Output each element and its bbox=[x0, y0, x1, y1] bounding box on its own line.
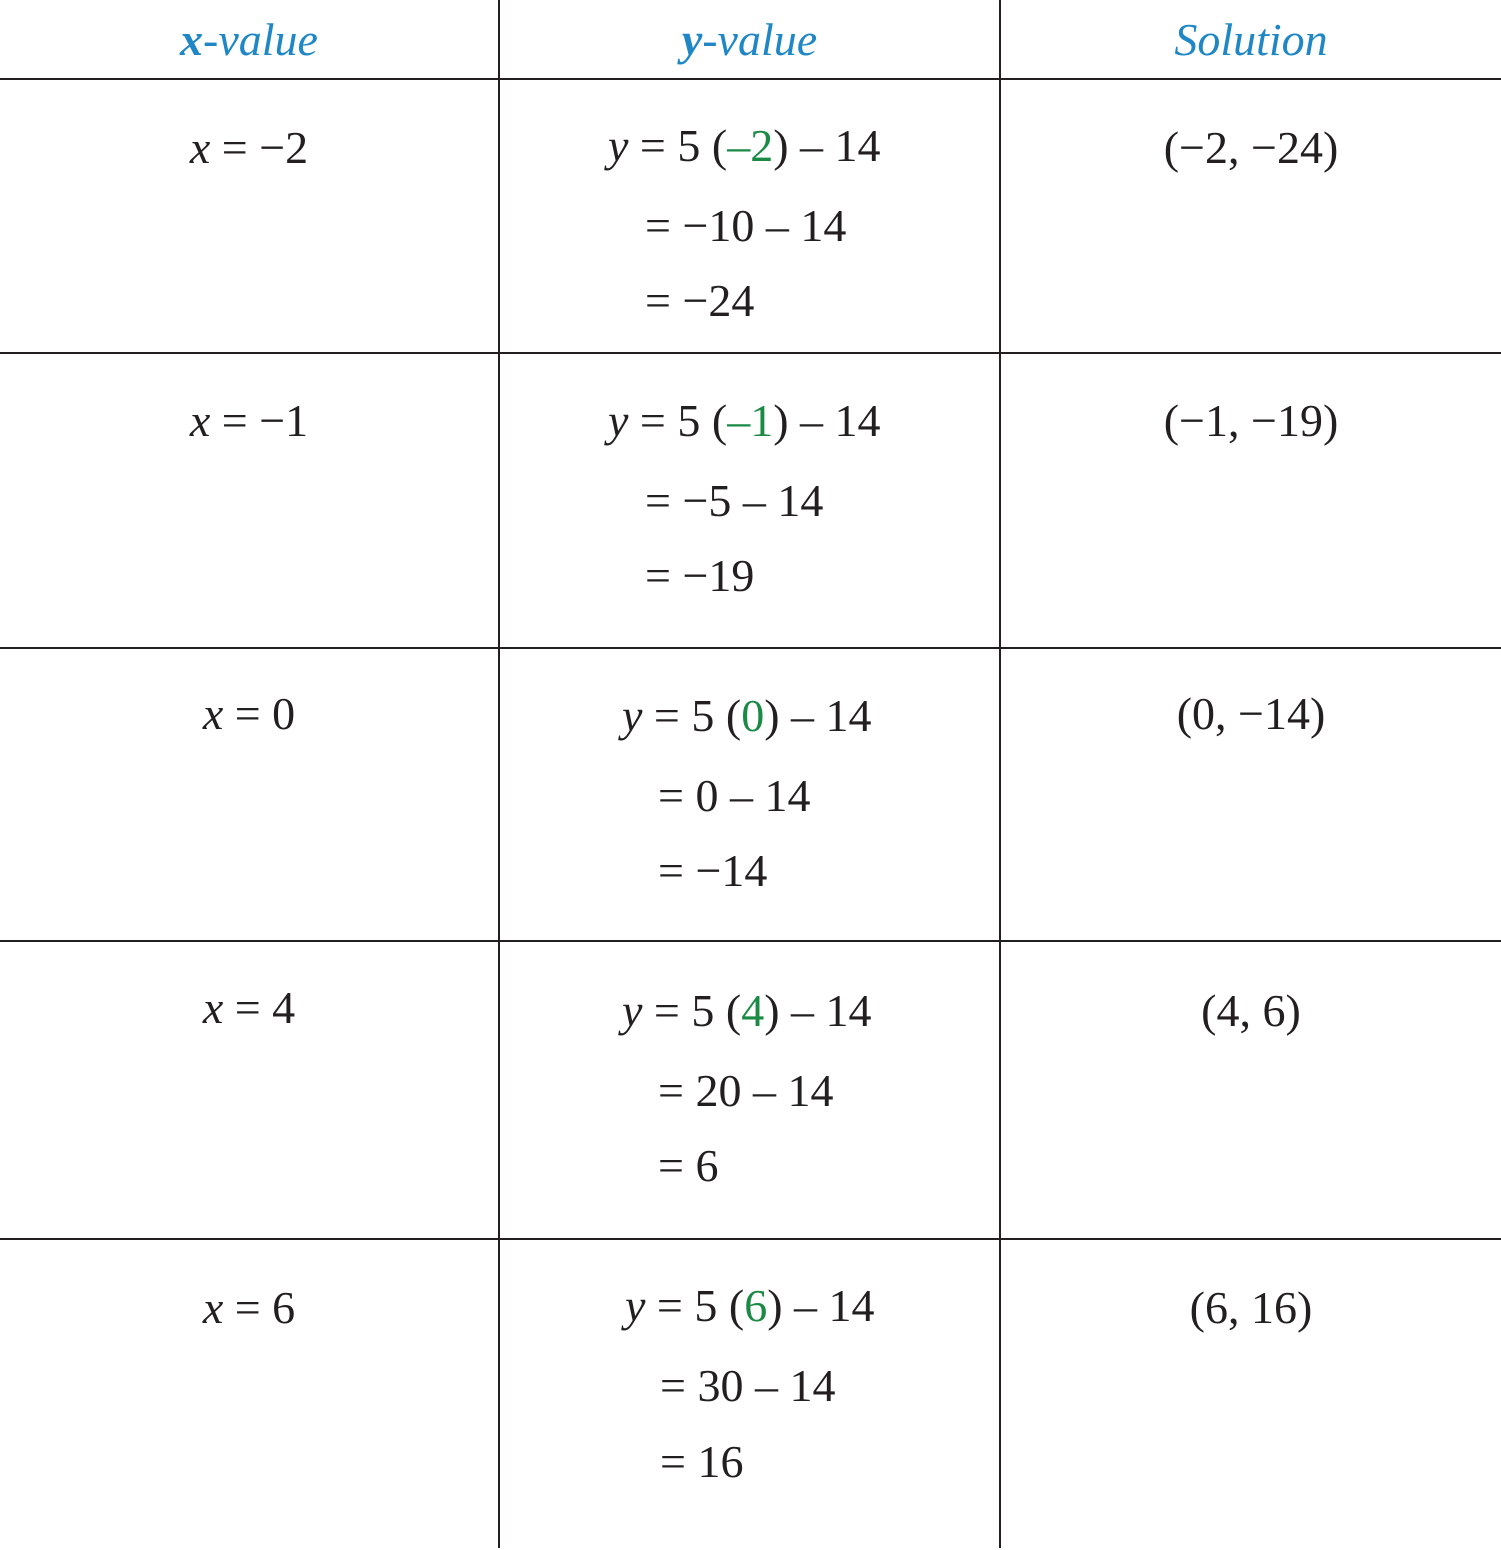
y-substitution-line bbox=[622, 688, 872, 744]
y-step-line: = 20 – 14 bbox=[658, 1065, 834, 1116]
substituted-value: 4 bbox=[741, 985, 765, 1036]
x-value-cell bbox=[0, 393, 498, 449]
row-divider bbox=[0, 940, 1501, 942]
substituted-value: –2 bbox=[727, 120, 774, 171]
header-y-var: y bbox=[681, 14, 703, 65]
header-x-rest: -value bbox=[203, 14, 318, 65]
solution-cell: (6, 16) bbox=[1189, 1282, 1313, 1333]
header-y-rest: -value bbox=[702, 14, 818, 65]
column-divider bbox=[498, 0, 500, 1548]
sub-suffix: ) – 14 bbox=[773, 395, 881, 446]
x-value-text: = −2 bbox=[210, 122, 309, 173]
row-divider bbox=[0, 352, 1501, 354]
y-substitution-line bbox=[608, 118, 881, 174]
x-var: x bbox=[202, 1282, 224, 1333]
header-y-value bbox=[500, 10, 999, 70]
row-divider bbox=[0, 1238, 1501, 1240]
substituted-value: 0 bbox=[741, 690, 765, 741]
x-var: x bbox=[189, 122, 211, 173]
sub-prefix: = 5 ( bbox=[628, 120, 728, 171]
x-value-text: = 4 bbox=[223, 982, 296, 1033]
sub-suffix: ) – 14 bbox=[764, 690, 872, 741]
header-divider bbox=[0, 78, 1501, 80]
y-result-line: = 6 bbox=[658, 1140, 719, 1191]
y-result-line: = 16 bbox=[660, 1436, 744, 1487]
y-result-line: = −19 bbox=[645, 550, 755, 601]
y-substitution-line bbox=[625, 1278, 875, 1334]
y-var: y bbox=[608, 395, 629, 446]
y-result-line: = −24 bbox=[645, 275, 755, 326]
x-var: x bbox=[202, 982, 224, 1033]
solution-cell: (−1, −19) bbox=[1163, 395, 1339, 446]
header-x-var: x bbox=[180, 14, 204, 65]
y-var: y bbox=[622, 690, 643, 741]
y-step-line: = 30 – 14 bbox=[660, 1360, 836, 1411]
x-var: x bbox=[189, 395, 211, 446]
x-var: x bbox=[202, 688, 224, 739]
substituted-value: –1 bbox=[727, 395, 774, 446]
x-value-cell bbox=[0, 1280, 498, 1336]
sub-prefix: = 5 ( bbox=[642, 690, 742, 741]
header-x-value bbox=[0, 10, 498, 70]
y-var: y bbox=[622, 985, 643, 1036]
header-solution-text: Solution bbox=[1174, 14, 1328, 65]
sub-prefix: = 5 ( bbox=[645, 1280, 745, 1331]
x-value-cell bbox=[0, 120, 498, 176]
x-value-cell bbox=[0, 980, 498, 1036]
x-value-text: = 6 bbox=[223, 1282, 296, 1333]
y-step-line: = 0 – 14 bbox=[658, 770, 811, 821]
y-result-line: = −14 bbox=[658, 845, 768, 896]
sub-suffix: ) – 14 bbox=[767, 1280, 875, 1331]
solution-cell: (0, −14) bbox=[1176, 688, 1326, 739]
header-solution bbox=[1001, 10, 1501, 70]
y-substitution-line bbox=[608, 393, 881, 449]
y-step-line: = −5 – 14 bbox=[645, 475, 824, 526]
row-divider bbox=[0, 647, 1501, 649]
y-step-line: = −10 – 14 bbox=[645, 200, 847, 251]
substituted-value: 6 bbox=[744, 1280, 768, 1331]
y-var: y bbox=[608, 120, 629, 171]
x-value-cell bbox=[0, 686, 498, 742]
solution-cell: (4, 6) bbox=[1201, 985, 1301, 1036]
sub-prefix: = 5 ( bbox=[628, 395, 728, 446]
sub-suffix: ) – 14 bbox=[773, 120, 881, 171]
x-value-text: = 0 bbox=[223, 688, 296, 739]
sub-suffix: ) – 14 bbox=[764, 985, 872, 1036]
sub-prefix: = 5 ( bbox=[642, 985, 742, 1036]
y-var: y bbox=[625, 1280, 646, 1331]
solution-cell: (−2, −24) bbox=[1163, 122, 1339, 173]
y-substitution-line bbox=[622, 983, 872, 1039]
x-value-text: = −1 bbox=[210, 395, 309, 446]
